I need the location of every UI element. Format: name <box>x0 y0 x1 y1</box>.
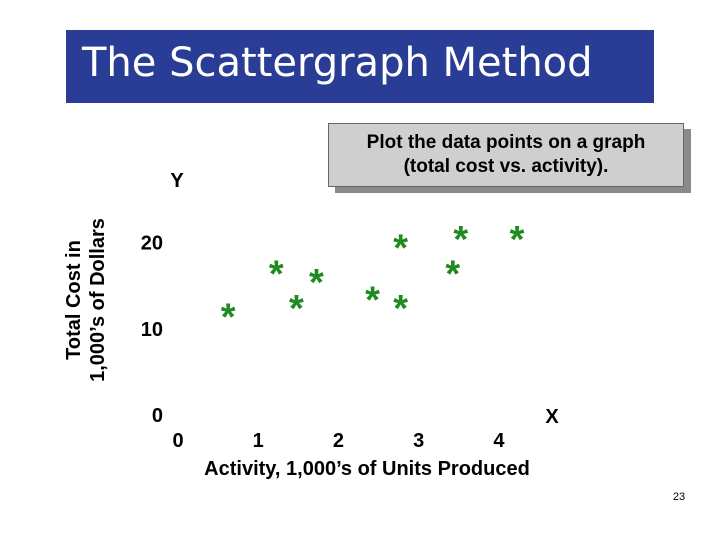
data-point: * <box>220 296 236 339</box>
y-axis-title-line-1: Total Cost in <box>63 240 85 360</box>
x-tick-label: 4 <box>493 430 505 452</box>
x-tick-label: 0 <box>172 430 184 452</box>
y-axis-title-line-2: 1,000’s of Dollars <box>87 218 109 382</box>
y-axis-letter: Y <box>170 170 184 192</box>
x-tick-label: 2 <box>332 430 345 452</box>
x-tick-label: 3 <box>413 430 425 452</box>
y-tick-label: 0 <box>151 405 163 427</box>
data-point: * <box>393 227 409 270</box>
data-point: * <box>509 218 525 261</box>
y-tick-label: 10 <box>140 318 163 341</box>
y-axis-title-group <box>63 218 109 382</box>
data-point: * <box>445 253 461 296</box>
data-point: * <box>453 218 469 261</box>
slide-title: The Scattergraph Method <box>82 40 593 86</box>
y-tick-labels <box>141 233 163 428</box>
data-point: * <box>288 287 304 330</box>
data-point: * <box>393 287 409 330</box>
slide-number: 23 <box>672 491 686 503</box>
data-point: * <box>365 279 380 322</box>
x-tick-labels <box>172 430 505 452</box>
callout-text: Plot the data points on a graph (total cost vs. activity). <box>366 132 646 177</box>
data-points <box>221 219 525 339</box>
data-point: * <box>268 253 284 296</box>
x-tick-label: 1 <box>252 430 264 452</box>
y-tick-label: 20 <box>140 232 163 255</box>
x-axis-letter: X <box>545 406 559 428</box>
x-axis-title: Activity, 1,000’s of Units Produced <box>204 458 530 480</box>
data-point: * <box>309 262 324 304</box>
